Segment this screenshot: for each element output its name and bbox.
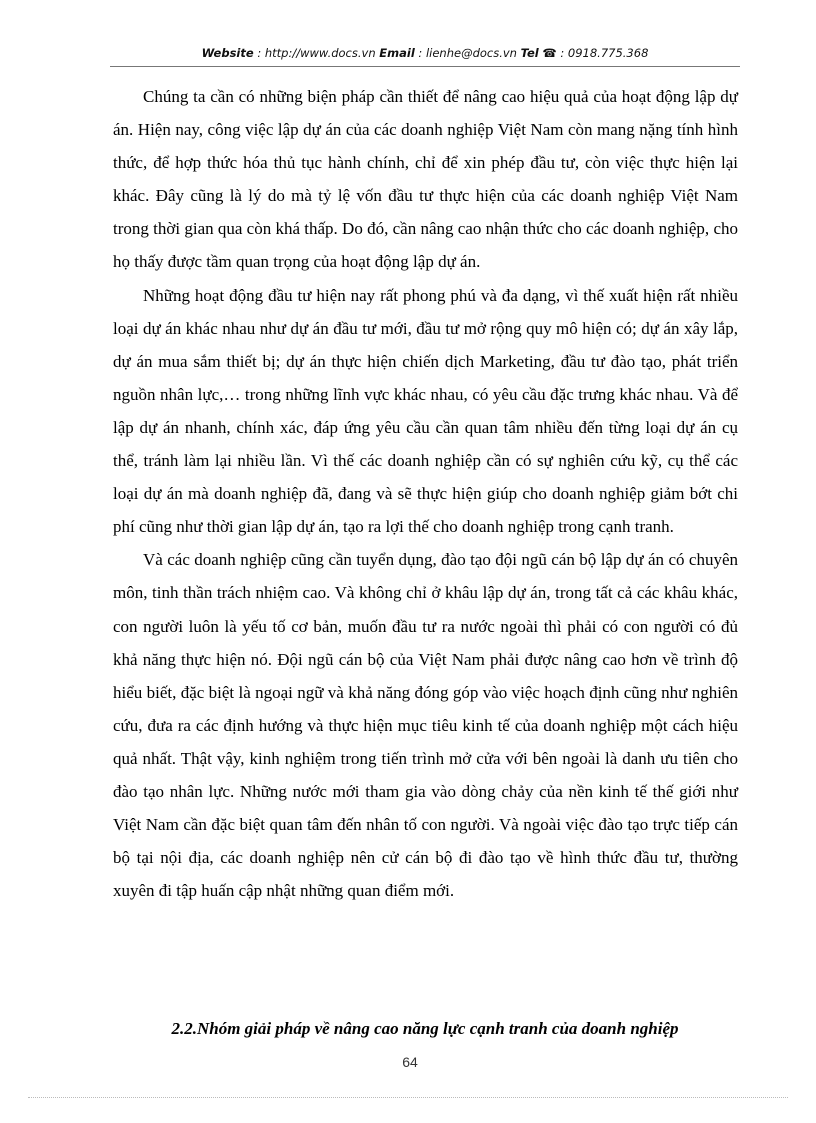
phone-icon: ☎ bbox=[542, 46, 557, 60]
body-text bbox=[113, 80, 738, 907]
paragraph-2: Những hoạt động đầu tư hiện nay rất phong phú và đa dạng, vì thế xuất hiện rất nhiều loại dự án khác nhau như dự án đầu tư mới, đầu tư mở rộng quy mô hiện có; dự án xây lắp, dự án mua sắm thiết bị; dự án thực hiện chiến dịch Marketing, đầu tư đào tạo, phát triển nguồn nhân lực,… trong những lĩnh vực khác nhau, có yêu cầu đặc trưng khác nhau. Và để lập dự án nhanh, chính xác, đáp ứng yêu cầu cần quan tâm nhiều đến từng loại dự án cụ thể, tránh làm lại nhiều lần. Vì thế các doanh nghiệp cần có sự nghiên cứu kỹ, cụ thể các loại dự án mà doanh nghiệp đã, đang và sẽ thực hiện giúp cho doanh nghiệp giảm bớt chi phí cũng như thời gian lập dự án, tạo ra lợi thế cho doanh nghiệp trong cạnh tranh. bbox=[113, 285, 738, 537]
paragraph-3: Và các doanh nghiệp cũng cần tuyển dụng, đào tạo đội ngũ cán bộ lập dự án có chuyên môn, tinh thần trách nhiệm cao. Và không chỉ ở khâu lập dự án, trong tất cả các khâu khác, con người luôn là yếu tố cơ bản, muốn đầu tư ra nước ngoài thì phải có con người có đủ khả năng thực hiện nó. Đội ngũ cán bộ của Việt Nam phải được nâng cao hơn về trình độ hiểu biết, đặc biệt là ngoại ngữ và khả năng đóng góp vào việc hoạch định cũng như nghiên cứu, đưa ra các định hướng và thực hiện mục tiêu kinh tế của doanh nghiệp một cách hiệu quả nhất. Thật vậy, kinh nghiệm trong tiến trình mở cửa với bên ngoài là danh ưu tiên cho đào tạo nhân lực. Những nước mới tham gia vào dòng chảy của nền kinh tế thế giới như Việt Nam cần đặc biệt quan tâm đến nhân tố con người. Và ngoài việc đào tạo trực tiếp cán bộ tại nội địa, các doanh nghiệp nên cử cán bộ đi đào tạo về hình thức đầu tư, thường xuyên đi tập huấn cập nhật những quan điểm mới. bbox=[113, 550, 738, 901]
tel-label: Tel bbox=[520, 46, 539, 60]
website-label: Website bbox=[201, 46, 254, 60]
section-heading: 2.2.Nhóm giải pháp về nâng cao năng lực cạnh tranh của doanh nghiệp bbox=[171, 1019, 679, 1038]
page-header bbox=[110, 46, 740, 66]
email-value: : lienhe@docs.vn bbox=[414, 46, 521, 60]
page-bottom-divider bbox=[28, 1097, 788, 1098]
header-divider bbox=[110, 66, 740, 67]
page-number: 64 bbox=[402, 1054, 418, 1070]
email-label: Email bbox=[379, 46, 415, 60]
paragraph-1: Chúng ta cần có những biện pháp cần thiết để nâng cao hiệu quả của hoạt động lập dự án. Hiện nay, công việc lập dự án của các doanh nghiệp Việt Nam còn mang nặng tính hình thức, để hợp thức hóa thủ tục hành chính, chỉ để xin phép đầu tư, còn việc thực hiện lại khác. Đây cũng là lý do mà tỷ lệ vốn đầu tư thực hiện của các doanh nghiệp Việt Nam trong thời gian qua còn khá thấp. Do đó, cần nâng cao nhận thức cho các doanh nghiệp, cho họ thấy được tầm quan trọng của hoạt động lập dự án. bbox=[113, 87, 738, 272]
tel-value: : 0918.775.368 bbox=[556, 46, 649, 60]
website-value: : http://www.docs.vn bbox=[253, 46, 380, 60]
